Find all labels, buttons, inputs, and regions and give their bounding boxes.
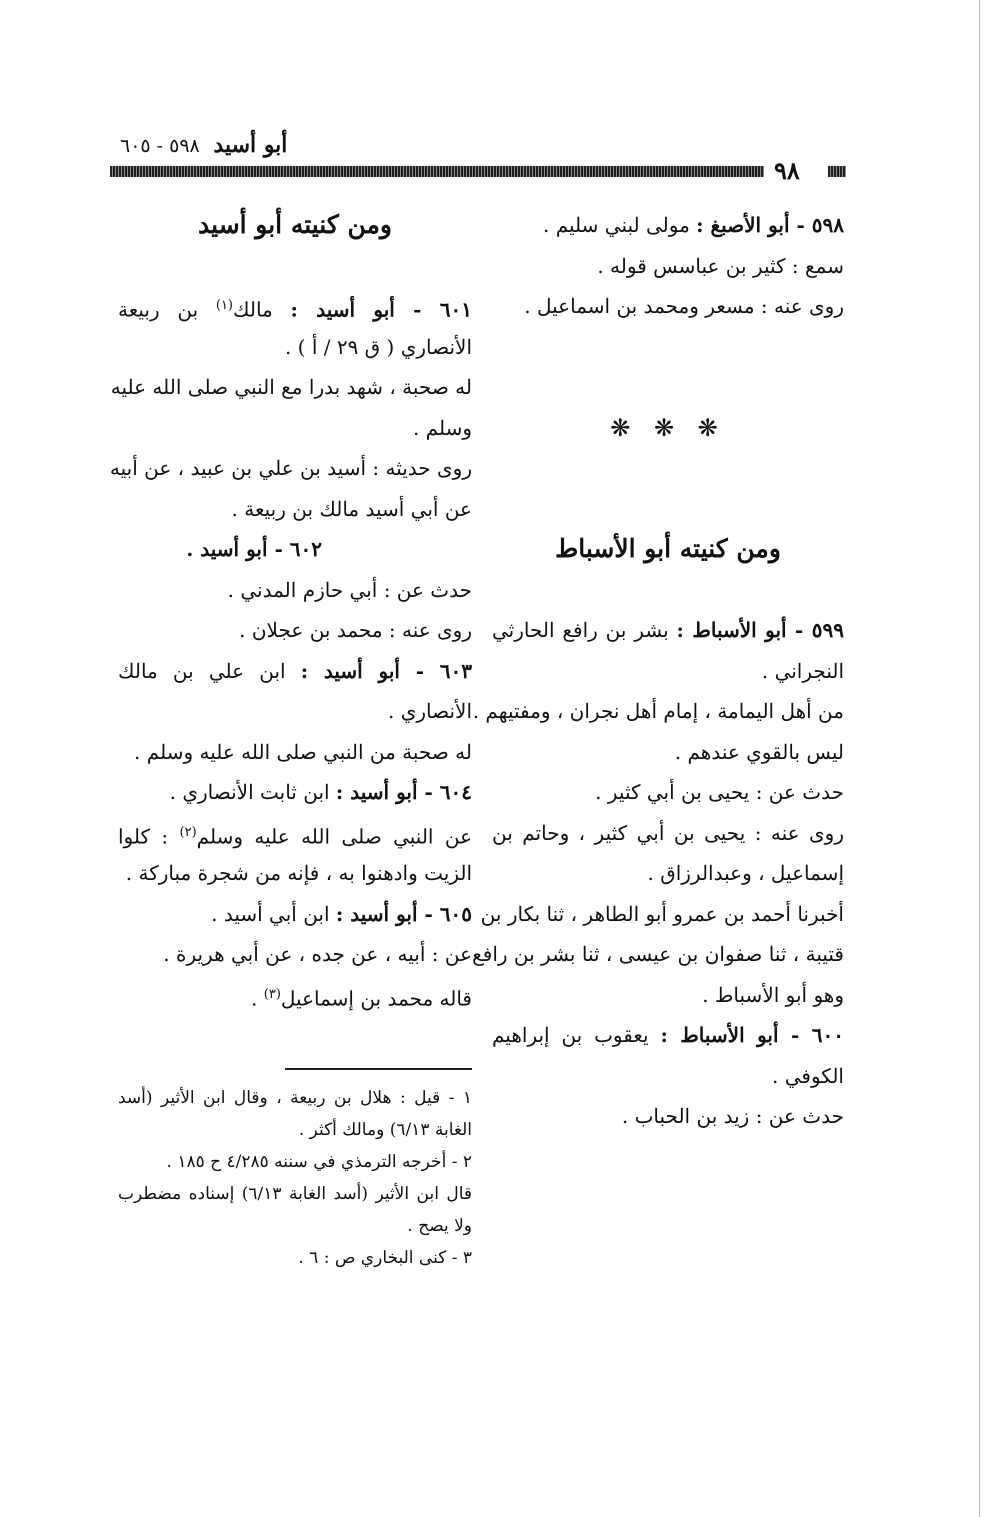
spacer <box>492 448 844 529</box>
footnote-line: ١ - قيل : هلال بن ربيعة ، وقال ابن الأثير (أسد <box>118 1088 472 1108</box>
entry-number-name: ٦٠٠ - أبو الأسباط : <box>660 1023 844 1047</box>
line-text: روى حديثه : أسيد بن علي بن عبيد ، عن أبيه <box>109 456 472 480</box>
right-column <box>472 205 844 1137</box>
line-text-tail: : كلوا <box>118 824 180 849</box>
text-line <box>492 651 844 692</box>
line-text: ابن أبي أسيد . <box>211 901 336 926</box>
line-text: مولى لبني سليم . <box>542 213 697 237</box>
footnote-line: قال ابن الأثير (أسد الغابة ٦/١٣) إسناده مضطرب <box>118 1184 472 1204</box>
text-line <box>118 610 472 651</box>
line-text-tail: بن ربيعة <box>118 297 216 322</box>
footnote-line: ولا يصح . <box>407 1216 472 1236</box>
section-heading: ومن كنيته أبو أسيد <box>198 210 392 239</box>
text-line <box>492 732 844 773</box>
footnotes <box>118 1082 472 1274</box>
text-line <box>109 448 472 489</box>
footnote-ref: (٣) <box>263 986 281 1002</box>
text-line <box>480 894 844 935</box>
line-text: النجراني . <box>761 658 844 683</box>
footnote-ref: (١) <box>215 298 233 313</box>
line-text: قتيبة ، ثنا صفوان بن عيسى ، ثنا بشر بن رافع <box>472 942 844 966</box>
text-line <box>118 489 472 530</box>
page-edge-line <box>979 0 980 1517</box>
line-text: عن أبي أسيد مالك بن ربيعة . <box>231 496 472 521</box>
text-line <box>492 853 844 894</box>
text-line <box>118 853 472 894</box>
line-text: حدث عن : زيد بن الحباب . <box>621 1104 844 1128</box>
line-text: حدث عن : أبي حازم المدني . <box>227 577 472 602</box>
text-line <box>492 813 844 854</box>
header-rule <box>110 166 764 177</box>
line-text-tail: . <box>251 986 264 1011</box>
text-line <box>492 1096 844 1137</box>
line-text: وسلم . <box>412 415 472 440</box>
text-line <box>118 975 472 1016</box>
line-text: من أهل اليمامة ، إمام أهل نجران ، ومفتيهم . <box>472 699 844 723</box>
footnote-line: ٢ - أخرجه الترمذي في سننه ٤/٢٨٥ ح ١٨٥ . <box>166 1152 472 1172</box>
page-header <box>110 130 846 190</box>
entry-range: ٥٩٨ - ٦٠٥ <box>120 135 200 157</box>
entry-heading-line <box>492 1015 844 1056</box>
line-text: يعقوب بن إبراهيم <box>492 1023 661 1047</box>
text-line <box>492 286 844 327</box>
line-text: له صحبة ، شهد بدرا مع النبي صلى الله عليه <box>110 375 472 399</box>
entry-heading-line <box>118 529 472 570</box>
line-text: مالك <box>233 297 291 322</box>
text-line <box>118 934 472 975</box>
line-text: الأنصاري . <box>388 699 472 723</box>
line-text: روى عنه : مسعر ومحمد بن اسماعيل . <box>524 294 844 318</box>
text-line <box>118 327 472 368</box>
entry-heading-line <box>118 772 472 813</box>
line-text: روى عنه : محمد بن عجلان . <box>239 618 472 642</box>
entry-number-name: ٦٠٤ - أبو أسيد : <box>335 780 472 804</box>
text-line <box>492 772 844 813</box>
entry-heading-line <box>118 286 472 327</box>
entry-number-name: ٦٠٥ - أبو أسيد : <box>335 901 472 926</box>
spacer <box>492 570 844 611</box>
line-text: إسماعيل ، وعبدالرزاق . <box>647 861 844 885</box>
section-heading: ومن كنيته أبو الأسباط <box>555 534 781 563</box>
line-text: بشر بن رافع الحارثي <box>492 618 677 642</box>
running-title-text: أبو أسيد <box>213 132 288 158</box>
line-text: عن : أبيه ، عن جده ، عن أبي هريرة . <box>163 942 472 966</box>
entry-heading-line <box>492 610 844 651</box>
footnote-line: الغابة ٦/١٣) ومالك أكثر . <box>298 1120 472 1140</box>
line-text: أخبرنا أحمد بن عمرو أبو الطاهر ، ثنا بكار بن <box>480 901 844 926</box>
entry-heading-line <box>118 651 472 692</box>
text-line <box>118 732 472 773</box>
footnote-ref: (٢) <box>179 824 197 840</box>
left-column <box>109 205 472 1015</box>
line-text: سمع : كثير بن عباسس قوله . <box>597 253 844 278</box>
line-text: ابن علي بن مالك <box>118 658 301 683</box>
text-line <box>118 570 472 611</box>
entry-number-name: ٦٠٣ - أبو أسيد : <box>300 658 472 683</box>
text-line <box>472 934 844 975</box>
line-text: ليس بالقوي عندهم . <box>674 739 844 764</box>
section-divider-stars: ❋ ❋ ❋ <box>610 413 726 442</box>
entry-heading-line <box>118 894 472 935</box>
line-text: عن النبي صلى الله عليه وسلم <box>196 824 472 849</box>
text-line <box>492 246 844 287</box>
line-text: الأنصاري ( ق ٢٩ / أ ) . <box>284 334 472 359</box>
text-line <box>118 408 472 449</box>
entry-number-name: ٥٩٩ - أبو الأسباط : <box>676 618 844 642</box>
line-text: قاله محمد بن إسماعيل <box>280 986 472 1011</box>
header-rule-tail <box>828 166 846 177</box>
line-text: له صحبة من النبي صلى الله عليه وسلم . <box>134 739 472 764</box>
line-text: حدث عن : يحيى بن أبي كثير . <box>595 780 844 804</box>
footnote-separator <box>285 1068 472 1070</box>
entry-number-name: ٦٠٢ - أبو أسيد . <box>186 537 322 561</box>
entry-number-name: ٥٩٨ - أبو الأصبغ : <box>696 213 844 237</box>
entry-heading-line <box>492 205 844 246</box>
running-title <box>120 132 287 158</box>
line-text: ابن ثابت الأنصاري . <box>169 780 336 804</box>
line-text: الكوفي . <box>772 1063 844 1088</box>
text-line <box>472 691 844 732</box>
text-line <box>118 691 472 732</box>
line-text: الزيت وادهنوا به ، فإنه من شجرة مباركة . <box>125 861 472 885</box>
text-line <box>492 975 844 1016</box>
text-line <box>492 1056 844 1097</box>
footnote-line: ٣ - كنى البخاري ص : ٦ . <box>298 1248 472 1268</box>
spacer <box>118 246 472 287</box>
text-line <box>110 367 472 408</box>
entry-number-name: ٦٠١ - أبو أسيد : <box>290 297 472 322</box>
spacer <box>492 327 844 408</box>
line-text: روى عنه : يحيى بن أبي كثير ، وحاتم بن <box>492 820 844 845</box>
text-line <box>118 813 472 854</box>
line-text: وهو أبو الأسباط . <box>702 982 844 1007</box>
page-number: ٩٨ <box>774 156 800 185</box>
